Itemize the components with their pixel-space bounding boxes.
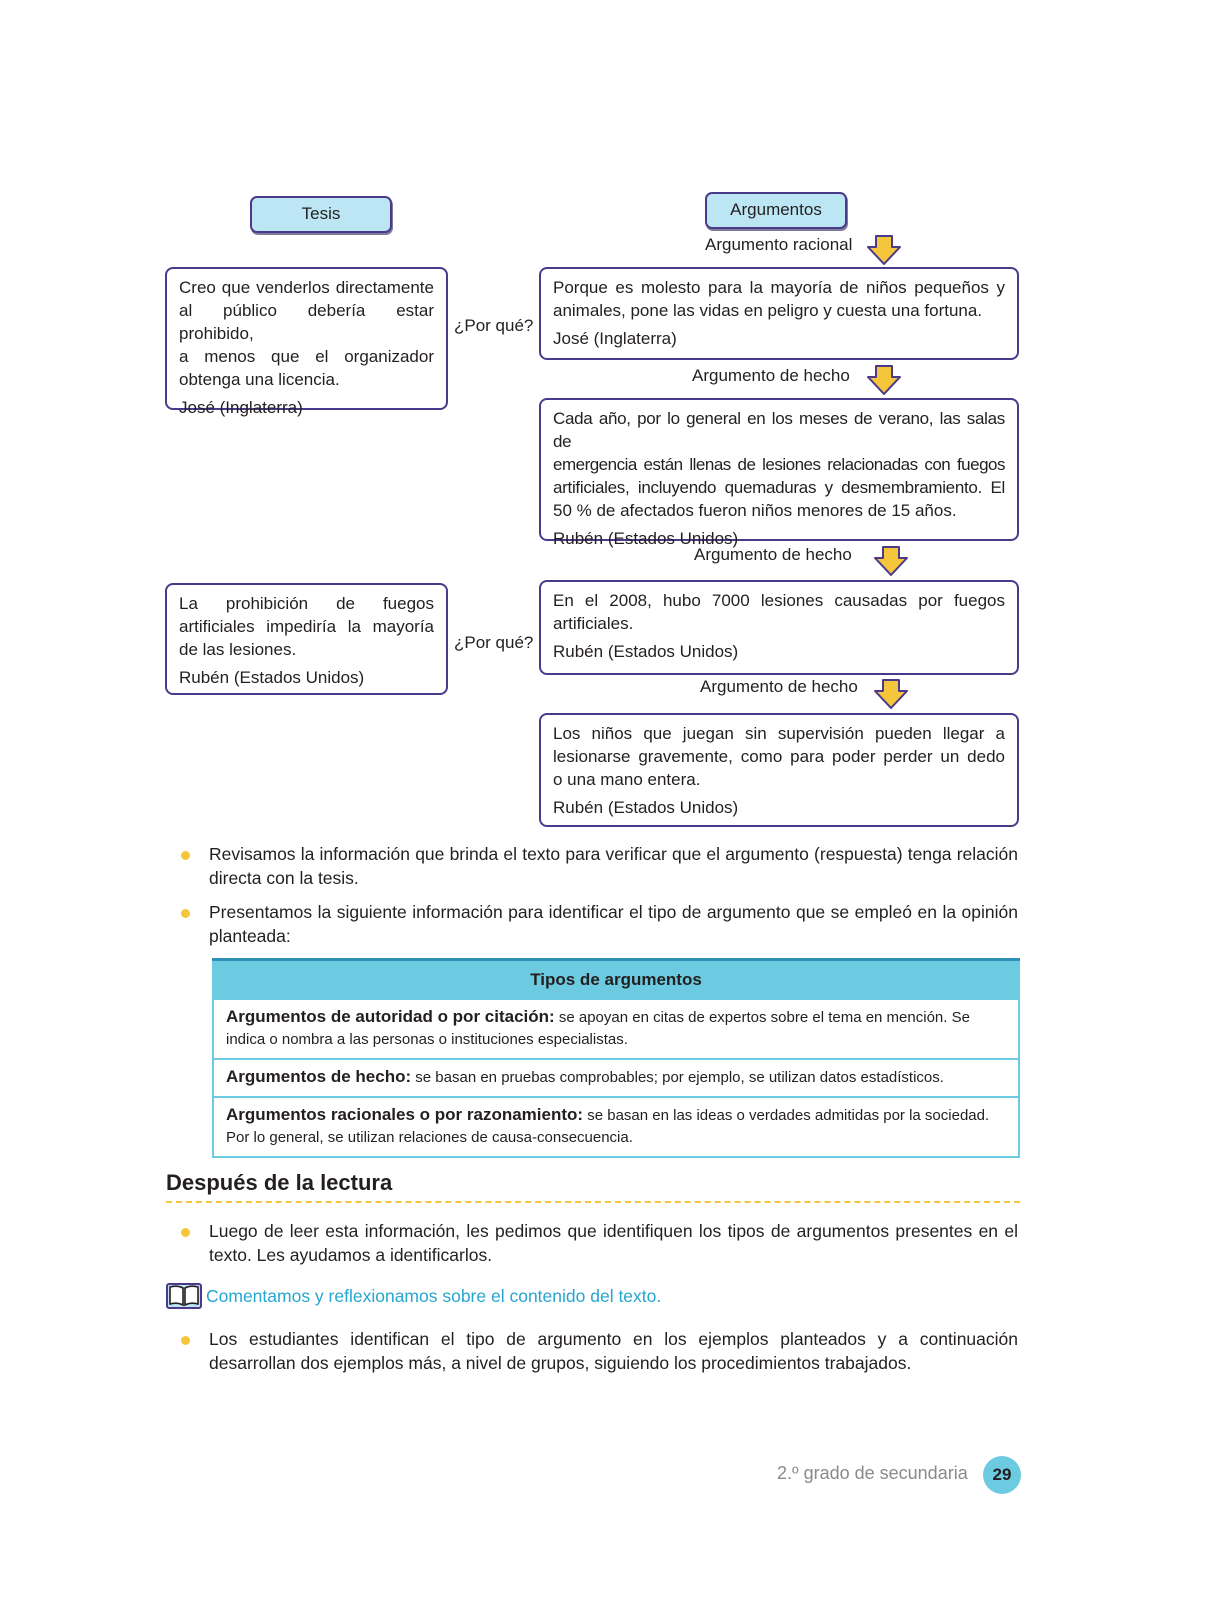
argument-line: emergencia están llenas de lesiones relacionadas con fuegos xyxy=(553,455,1005,474)
argument-line: Los niños que juegan sin supervisión pueden llegar a xyxy=(553,724,1005,743)
down-arrow-icon xyxy=(873,678,909,710)
term: Argumentos racionales o por razonamiento: xyxy=(226,1105,584,1124)
argument-line: Porque es molesto para la mayoría de niños pequeños y xyxy=(553,278,1005,297)
list-item xyxy=(181,1219,1018,1267)
term: Argumentos de hecho: xyxy=(226,1067,412,1086)
argument-author: José (Inglaterra) xyxy=(553,329,677,348)
argument-line: En el 2008, hubo 7000 lesiones causadas por fuegos xyxy=(553,591,1005,610)
argument-box xyxy=(539,580,1019,675)
bullet-icon xyxy=(181,909,190,918)
dashed-divider xyxy=(166,1201,1020,1203)
down-arrow-icon xyxy=(873,545,909,577)
description: se basan en pruebas comprobables; por ejemplo, se utilizan datos estadísticos. xyxy=(411,1069,944,1086)
argument-box xyxy=(539,267,1019,360)
argument-box xyxy=(539,398,1019,548)
argument-type-label: Argumento de hecho xyxy=(694,545,852,564)
argument-line: artificiales. xyxy=(553,614,634,633)
down-arrow-icon xyxy=(866,364,902,396)
argument-line: Cada año, por lo general en los meses de verano, las salas de xyxy=(553,409,1005,451)
description: se apoyan en citas de expertos sobre el tema en mención. Se indica o nombra a las personas o instituciones especialistas. xyxy=(226,1009,970,1048)
argument-author: Rubén (Estados Unidos) xyxy=(553,529,739,548)
tesis-header: Tesis xyxy=(250,196,392,233)
bullet-icon xyxy=(181,1228,190,1237)
thesis-author: Rubén (Estados Unidos) xyxy=(179,668,365,687)
table-header: Tipos de argumentos xyxy=(213,960,1019,1000)
list-item xyxy=(181,900,1018,948)
list-item xyxy=(181,1327,1018,1375)
section-title: Después de la lectura xyxy=(166,1170,393,1195)
table-row xyxy=(213,1059,1019,1097)
why-label: ¿Por qué? xyxy=(454,316,534,335)
grade-label: 2.º grado de secundaria xyxy=(777,1463,968,1483)
thesis-line: al público debería estar prohibido, xyxy=(179,301,434,343)
list-item xyxy=(181,842,1018,890)
bullet-text: Presentamos la siguiente información para identificar el tipo de argumento que se empleó en la opinión planteada: xyxy=(209,902,1018,946)
argument-author: Rubén (Estados Unidos) xyxy=(553,642,739,661)
thesis-author: José (Inglaterra) xyxy=(179,398,303,417)
argument-types-table xyxy=(212,958,1020,1158)
bullet-icon xyxy=(181,1336,190,1345)
argument-line: 50 % de afectados fueron niños menores de 15 años. xyxy=(553,501,957,520)
table-row xyxy=(213,1097,1019,1157)
thesis-line: La prohibición de fuegos xyxy=(179,594,434,613)
argument-type-label: Argumento racional xyxy=(705,235,853,254)
argument-line: lesionarse gravemente, como para poder perder un dedo xyxy=(553,747,1005,766)
thesis-box xyxy=(165,267,448,417)
argumentos-header: Argumentos xyxy=(705,192,847,229)
reflection-text: Comentamos y reflexionamos sobre el contenido del texto. xyxy=(206,1286,662,1306)
thesis-line: obtenga una licencia. xyxy=(179,370,340,389)
bullet-text: Los estudiantes identifican el tipo de argumento en los ejemplos planteados y a continuación desarrollan dos ejemplos más, a nivel de grupos, siguiendo los procedimientos trabajados. xyxy=(209,1329,1018,1373)
argument-line: artificiales, incluyendo quemaduras y desmembramiento. El xyxy=(553,478,1005,497)
bullet-text: Revisamos la información que brinda el texto para verificar que el argumento (respuesta) tenga relación directa con la tesis. xyxy=(209,844,1018,888)
open-book-icon xyxy=(166,1283,202,1309)
argument-type-label: Argumento de hecho xyxy=(700,677,858,696)
thesis-line: de las lesiones. xyxy=(179,640,297,659)
description: se basan en las ideas o verdades admitidas por la sociedad. Por lo general, se utilizan relaciones de causa-consecuencia. xyxy=(226,1107,990,1146)
bullet-icon xyxy=(181,851,190,860)
bullet-text: Luego de leer esta información, les pedimos que identifiquen los tipos de argumentos presentes en el texto. Les ayudamos a identificarlos. xyxy=(209,1221,1018,1265)
thesis-box xyxy=(165,583,448,695)
thesis-line: a menos que el organizador xyxy=(179,347,434,366)
page-number: 29 xyxy=(983,1456,1021,1494)
argument-line: animales, pone las vidas en peligro y cuesta una fortuna. xyxy=(553,301,983,320)
thesis-line: artificiales impediría la mayoría xyxy=(179,617,434,636)
down-arrow-icon xyxy=(866,234,902,266)
why-label: ¿Por qué? xyxy=(454,633,534,652)
term: Argumentos de autoridad o por citación: xyxy=(226,1007,555,1026)
thesis-line: Creo que venderlos directamente xyxy=(179,278,434,297)
table-row xyxy=(213,999,1019,1059)
argument-author: Rubén (Estados Unidos) xyxy=(553,798,739,817)
argument-box xyxy=(539,713,1019,827)
argument-line: o una mano entera. xyxy=(553,770,701,789)
argument-type-label: Argumento de hecho xyxy=(692,366,850,385)
